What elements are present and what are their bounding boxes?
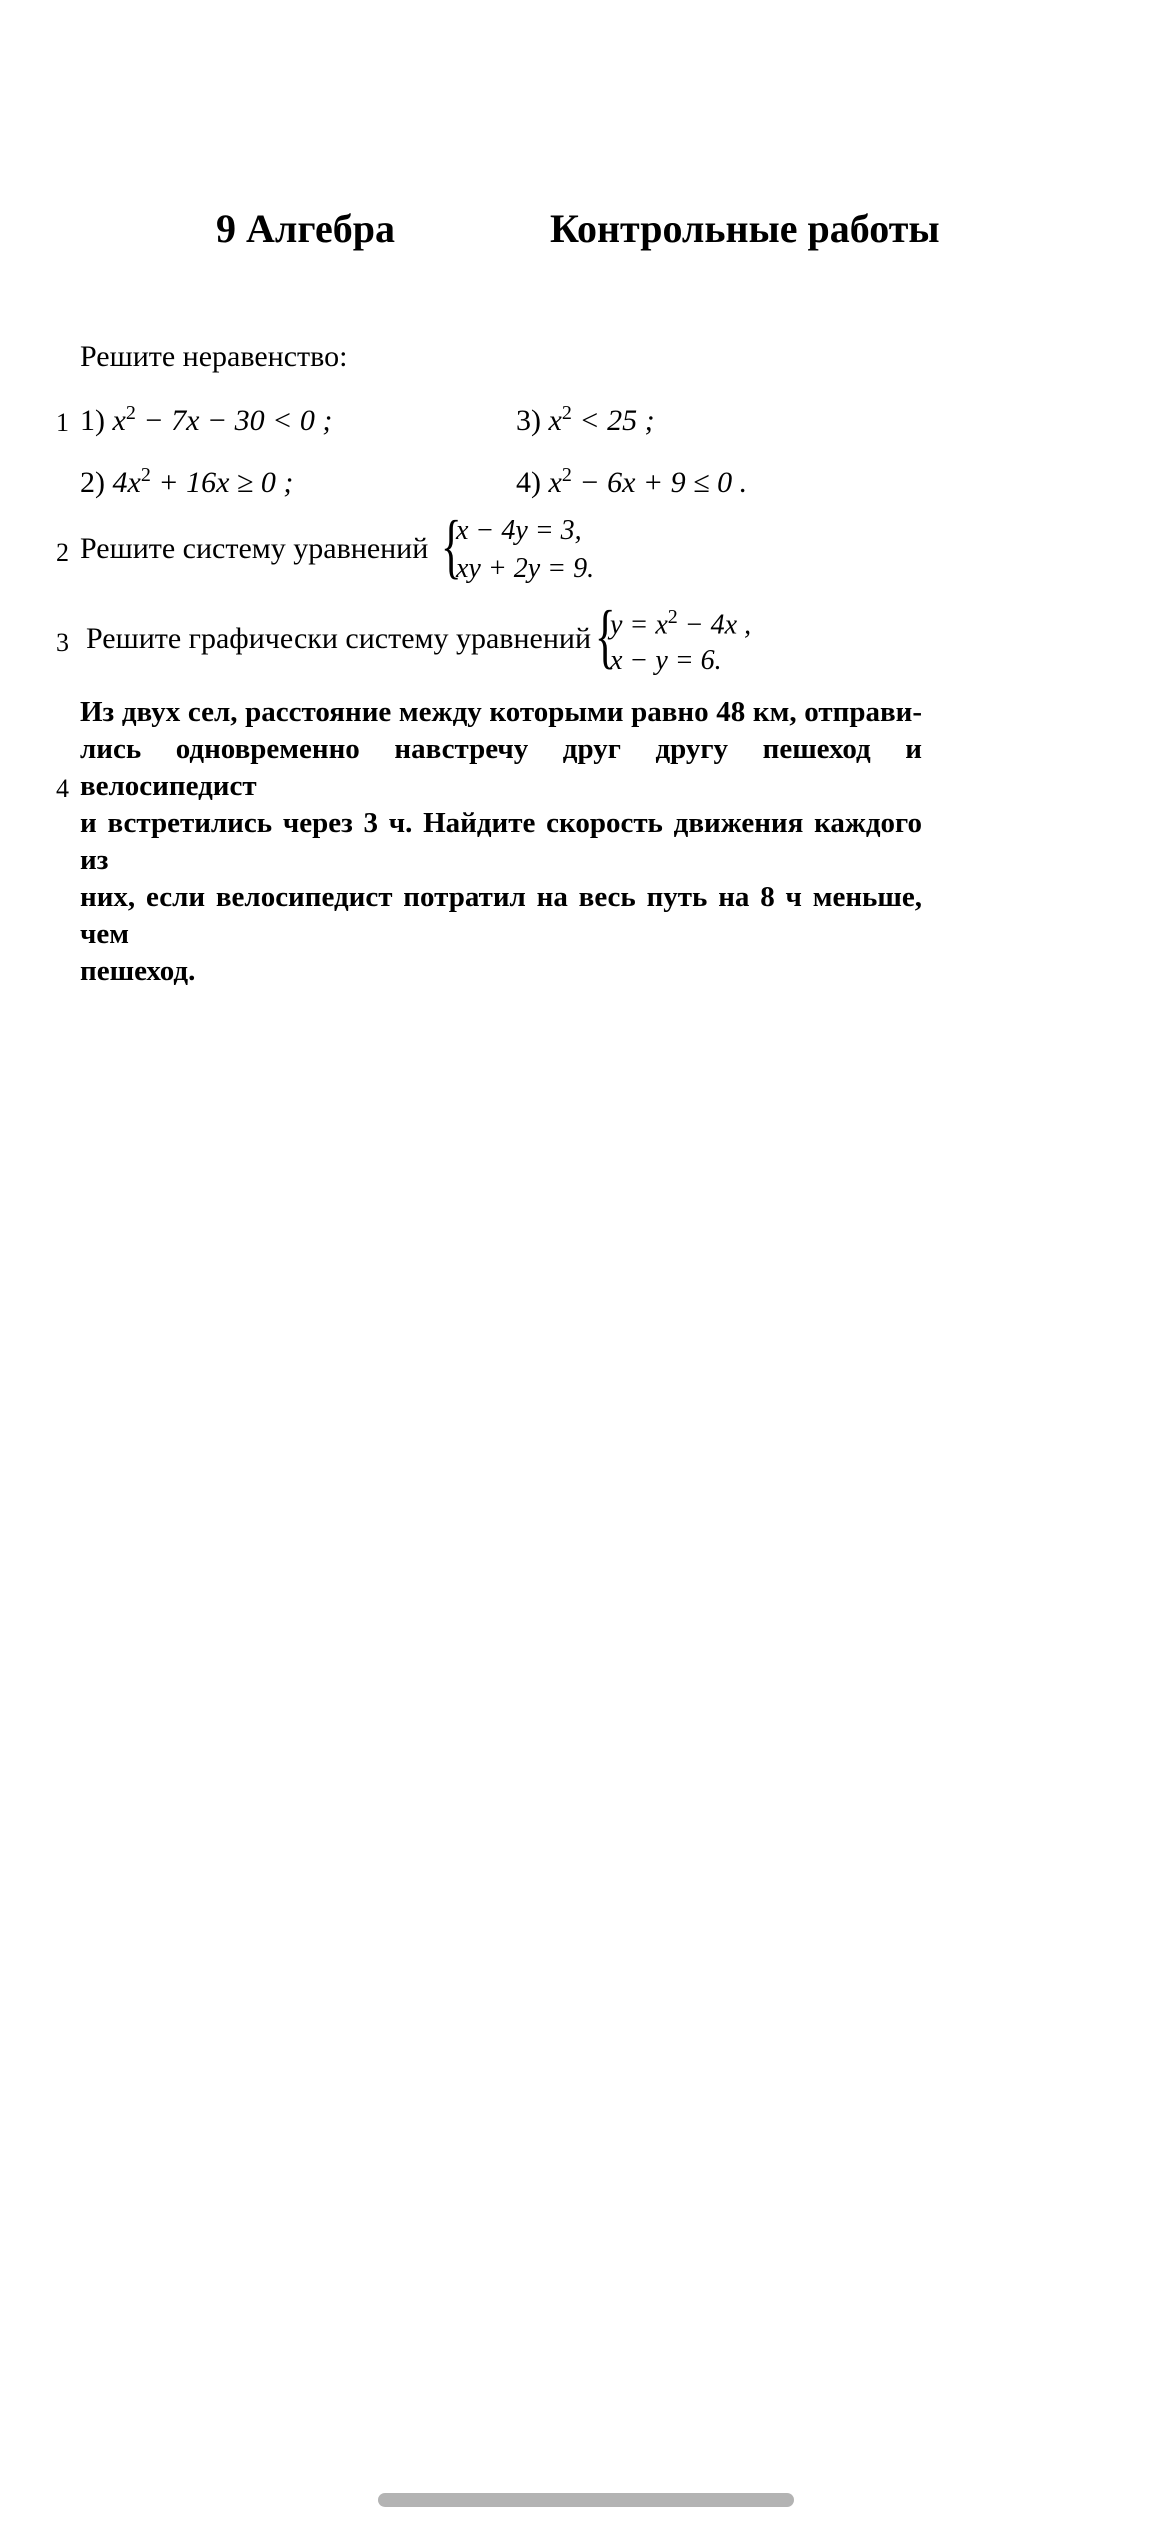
task1-item-4 xyxy=(516,464,747,500)
task1-item-2 xyxy=(80,464,293,500)
task2-instruction: Решите систему уравнений xyxy=(80,532,429,565)
task2-number: 2 xyxy=(56,538,69,567)
system-brace-icon: { xyxy=(594,596,616,676)
task3-equation-1: $y = x^2 - 4x$ , xyxy=(610,606,752,641)
home-indicator[interactable] xyxy=(378,2493,794,2507)
item-expression: $x^2 - 7x - 30 < 0$ ; xyxy=(112,402,333,437)
task1-number: 1 xyxy=(56,408,69,437)
task1-instruction: Решите неравенство: xyxy=(80,340,348,373)
task2-equation-1: x − 4y = 3, xyxy=(456,515,582,546)
document-title: Контрольные работы xyxy=(550,206,940,251)
task4-line: лись одновременно навстречу друг другу пешеход и велосипедист xyxy=(80,733,922,802)
task3-number: 3 xyxy=(56,628,69,657)
item-label: 2) xyxy=(80,466,105,499)
task4-line: Из двух сел, расстояние между которыми равно 48 км, отправи- xyxy=(80,696,922,728)
task3-equation-2: x − y = 6. xyxy=(610,645,722,676)
task1-item-3 xyxy=(516,402,655,438)
item-expression: $x^2 < 25$ ; xyxy=(548,402,655,437)
task3-instruction: Решите графически систему уравнений xyxy=(86,622,592,655)
task4-problem-text xyxy=(80,694,922,990)
task1-item-1 xyxy=(80,402,332,438)
task2-equation-2: xy + 2y = 9. xyxy=(456,553,595,584)
item-label: 3) xyxy=(516,404,541,437)
task4-line: пешеход. xyxy=(80,955,196,987)
system-brace-icon: { xyxy=(440,506,462,586)
item-expression: $x^2 - 6x + 9 \le 0$ . xyxy=(548,464,748,499)
task4-number: 4 xyxy=(56,774,69,803)
subject-title: 9 Алгебра xyxy=(216,206,395,251)
task4-line: них, если велосипедист потратил на весь путь на 8 ч меньше, чем xyxy=(80,881,922,950)
item-expression: $4x^2 + 16x \ge 0$ ; xyxy=(112,464,294,499)
item-label: 4) xyxy=(516,466,541,499)
task4-line: и встретились через 3 ч. Найдите скорость движения каждого из xyxy=(80,807,922,876)
page-header xyxy=(0,205,1170,265)
item-label: 1) xyxy=(80,404,105,437)
